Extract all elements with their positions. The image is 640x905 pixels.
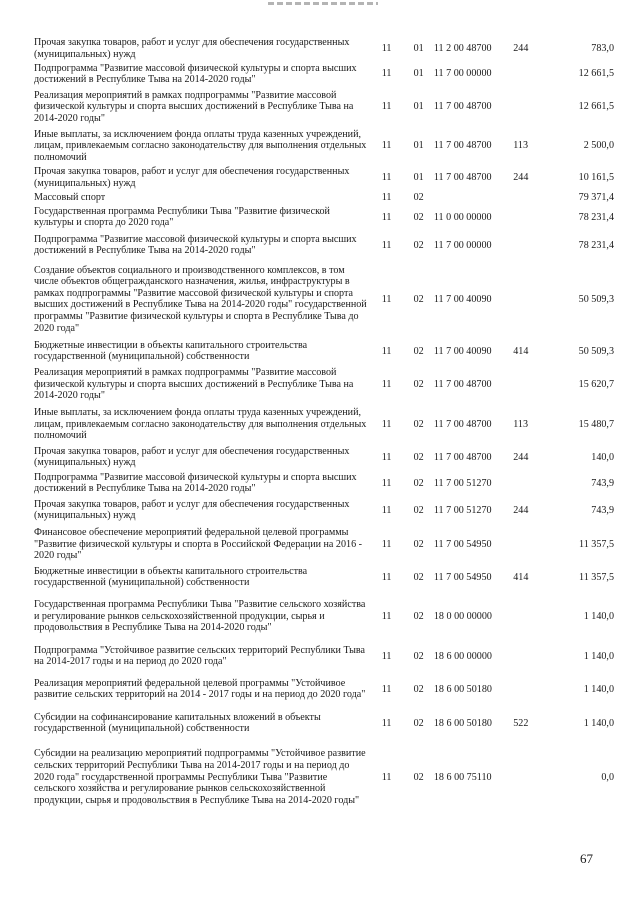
row-target-article (434, 190, 513, 204)
row-amount: 2 500,0 (583, 140, 614, 152)
row-subsection: 02 (413, 650, 424, 662)
row-target-article: 11 7 00 54950 (433, 538, 492, 550)
table-row (34, 230, 614, 260)
row-target-article: 11 7 00 00000 (433, 68, 492, 80)
row-section: 11 (381, 140, 392, 152)
row-target-article: 11 7 00 48700 (433, 140, 492, 152)
table-row (34, 496, 614, 524)
table-row (34, 36, 614, 61)
row-name: Иные выплаты, за исключением фонда оплаты труда казенных учреждений, лицам, привлекаемым согласно законодательству для выполнения отдельных полномочий (34, 406, 367, 442)
row-amount: 79 371,4 (578, 191, 614, 203)
row-section: 11 (381, 683, 392, 695)
row-amount: 1 140,0 (583, 717, 614, 729)
row-expense-type: 244 (513, 42, 529, 54)
row-expense-type (513, 230, 556, 260)
row-subsection: 02 (413, 683, 424, 695)
row-name: Субсидии на софинансирование капитальных вложений в объекты государственной (муниципальной) собственности (34, 711, 321, 735)
row-expense-type (513, 590, 556, 642)
table-row (34, 204, 614, 230)
row-expense-type (513, 642, 556, 670)
row-expense-type (513, 87, 556, 127)
row-target-article: 11 7 00 51270 (433, 477, 492, 489)
table-row (34, 670, 614, 708)
row-subsection: 02 (413, 211, 424, 223)
row-target-article: 11 7 00 48700 (433, 378, 492, 390)
row-amount: 783,0 (591, 42, 614, 54)
row-expense-type: 244 (513, 504, 529, 516)
row-target-article: 11 7 00 48700 (433, 451, 492, 463)
row-amount: 1 140,0 (583, 610, 614, 622)
row-expense-type (513, 204, 556, 230)
row-subsection: 02 (413, 239, 424, 251)
row-amount: 140,0 (591, 451, 614, 463)
row-subsection: 02 (413, 538, 424, 550)
row-section: 11 (381, 650, 392, 662)
row-expense-type: 113 (513, 418, 529, 430)
table-row (34, 165, 614, 190)
row-section: 11 (381, 571, 392, 583)
row-amount: 78 231,4 (578, 239, 614, 251)
row-subsection: 01 (413, 68, 424, 80)
row-target-article: 11 7 00 00000 (433, 239, 492, 251)
row-section: 11 (381, 717, 392, 729)
row-subsection: 01 (413, 140, 424, 152)
row-amount: 78 231,4 (578, 211, 614, 223)
row-expense-type (513, 524, 556, 564)
row-expense-type: 244 (513, 171, 529, 183)
row-subsection: 02 (413, 610, 424, 622)
budget-table-body (34, 36, 614, 816)
table-row (34, 404, 614, 444)
row-amount: 743,9 (591, 504, 614, 516)
row-amount: 50 509,3 (578, 345, 614, 357)
table-row (34, 590, 614, 642)
row-name: Подпрограмма "Развитие массовой физической культуры и спорта высших достижений в Республике Тыва на 2014-2020 годы" (34, 62, 357, 86)
row-expense-type: 244 (513, 451, 529, 463)
row-target-article: 11 7 00 54950 (433, 571, 492, 583)
table-row (34, 564, 614, 590)
table-row (34, 470, 614, 496)
row-target-article: 11 2 00 48700 (433, 42, 492, 54)
row-section: 11 (381, 610, 392, 622)
table-row (34, 260, 614, 338)
row-subsection: 02 (413, 451, 424, 463)
row-name: Прочая закупка товаров, работ и услуг для обеспечения государственных (муниципальных) нужд (34, 445, 350, 469)
table-row (34, 61, 614, 87)
row-amount: 0,0 (601, 771, 614, 783)
row-subsection: 02 (413, 191, 424, 203)
row-subsection: 02 (413, 477, 424, 489)
row-expense-type (513, 61, 556, 87)
table-row (34, 190, 614, 204)
row-name: Прочая закупка товаров, работ и услуг для обеспечения государственных (муниципальных) нужд (34, 166, 350, 189)
row-expense-type (513, 670, 556, 708)
row-name: Бюджетные инвестиции в объекты капитального строительства государственной (муниципальной) собственности (34, 339, 308, 363)
row-section: 11 (381, 171, 392, 183)
scan-header-mark (268, 2, 378, 5)
row-expense-type: 414 (513, 571, 529, 583)
row-amount: 11 357,5 (579, 571, 614, 583)
row-subsection: 02 (413, 378, 424, 390)
row-amount: 50 509,3 (578, 293, 614, 305)
row-name: Субсидии на реализацию мероприятий подпрограммы "Устойчивое развитие сельских территорий Республики Тыва на 2014-2017 годы и на период до 2020 года" государственной программы Республики Тыва "Развитие сельского хозяйства и регулирование рынков сельскохозяйственной продукции, сырья и продовольствия в Республике Тыва на 2014-2020 годы" (34, 748, 366, 806)
row-name: Финансовое обеспечение мероприятий федеральной целевой программы "Развитие физической культуры и спорта в Российской Федерации на 2016 - 2020 годы" (34, 526, 362, 562)
row-section: 11 (381, 211, 392, 223)
table-row (34, 642, 614, 670)
row-amount: 15 620,7 (578, 378, 614, 390)
row-target-article: 11 7 00 51270 (433, 504, 492, 516)
row-subsection: 02 (413, 571, 424, 583)
row-target-article: 11 7 00 48700 (433, 101, 492, 113)
row-target-article: 11 7 00 48700 (433, 418, 492, 430)
table-row (34, 364, 614, 404)
row-section: 11 (381, 101, 392, 113)
row-subsection: 01 (413, 42, 424, 54)
row-subsection: 02 (413, 293, 424, 305)
row-expense-type: 522 (513, 717, 529, 729)
row-expense-type: 113 (513, 140, 529, 152)
row-section: 11 (381, 42, 392, 54)
row-amount: 1 140,0 (583, 683, 614, 695)
row-subsection: 02 (413, 504, 424, 516)
table-row (34, 87, 614, 127)
row-amount: 12 661,5 (578, 101, 614, 113)
row-expense-type (513, 364, 556, 404)
row-amount: 15 480,7 (578, 418, 614, 430)
row-target-article: 18 6 00 50180 (433, 717, 492, 729)
row-subsection: 01 (413, 101, 424, 113)
table-row (34, 524, 614, 564)
row-section: 11 (381, 191, 392, 203)
table-row (34, 444, 614, 470)
row-subsection: 02 (413, 345, 424, 357)
row-name: Государственная программа Республики Тыва "Развитие сельского хозяйства и регулирование рынков сельскохозяйственной продукции, сырья и продовольствия в Республике Тыва на 2014-2020 годы" (34, 598, 366, 634)
row-section: 11 (381, 504, 392, 516)
row-section: 11 (381, 418, 392, 430)
row-target-article: 11 7 00 48700 (433, 171, 492, 183)
row-name: Подпрограмма "Устойчивое развитие сельских территорий Республики Тыва на 2014-2017 годы и на период до 2020 года" (34, 644, 366, 668)
row-section: 11 (381, 538, 392, 550)
row-amount: 743,9 (591, 477, 614, 489)
row-section: 11 (381, 477, 392, 489)
row-name: Массовый спорт (34, 191, 106, 203)
row-amount: 11 357,5 (579, 538, 614, 550)
table-row (34, 708, 614, 738)
row-name: Государственная программа Республики Тыва "Развитие физической культуры и спорта до 2020 года" (34, 205, 330, 229)
budget-table (34, 36, 614, 816)
row-name: Реализация мероприятий федеральной целевой программы "Устойчивое развитие сельских территорий на 2014 - 2017 годы и на период до 2020 года" (34, 677, 366, 701)
row-target-article: 18 6 00 00000 (433, 650, 492, 662)
row-amount: 1 140,0 (583, 650, 614, 662)
row-target-article: 18 6 00 50180 (433, 683, 492, 695)
row-name: Подпрограмма "Развитие массовой физической культуры и спорта высших достижений в Республике Тыва на 2014-2020 годы" (34, 233, 357, 257)
page-number: 67 (580, 851, 593, 866)
row-name: Бюджетные инвестиции в объекты капитального строительства государственной (муниципальной) собственности (34, 565, 308, 589)
row-target-article: 11 7 00 40090 (433, 345, 492, 357)
row-target-article: 18 0 00 00000 (433, 610, 492, 622)
table-row (34, 127, 614, 165)
row-amount: 10 161,5 (578, 171, 614, 183)
row-subsection: 02 (413, 717, 424, 729)
table-row (34, 738, 614, 816)
row-expense-type (513, 190, 556, 204)
row-expense-type (513, 470, 556, 496)
row-expense-type (513, 260, 556, 338)
row-name: Создание объектов социального и производственного комплексов, в том числе объектов общегражданского назначения, жилья, инфраструктуры в рамках подпрограммы "Развитие массовой физической культуры и спорта высших достижений в Республике Тыва на 2014-2020 годы" государственной программы "Развитие физической культуры и спорта в Республике Тыва до 2020 года" (34, 264, 367, 334)
row-subsection: 02 (413, 418, 424, 430)
row-subsection: 01 (413, 171, 424, 183)
row-target-article: 18 6 00 75110 (433, 771, 492, 783)
row-section: 11 (381, 293, 392, 305)
row-name: Прочая закупка товаров, работ и услуг для обеспечения государственных (муниципальных) нужд (34, 37, 350, 60)
row-section: 11 (381, 239, 392, 251)
row-name: Подпрограмма "Развитие массовой физической культуры и спорта высших достижений в Республике Тыва на 2014-2020 годы" (34, 471, 357, 495)
row-target-article: 11 0 00 00000 (433, 211, 492, 223)
row-expense-type (513, 738, 556, 816)
row-name: Иные выплаты, за исключением фонда оплаты труда казенных учреждений, лицам, привлекаемым согласно законодательству для выполнения отдельных полномочий (34, 128, 367, 163)
row-section: 11 (381, 378, 392, 390)
table-row (34, 338, 614, 364)
row-name: Реализация мероприятий в рамках подпрограммы "Развитие массовой физической культуры и спорта высших достижений в Республике Тыва на 2014-2020 годы" (34, 89, 354, 124)
row-name: Реализация мероприятий в рамках подпрограммы "Развитие массовой физической культуры и спорта высших достижений в Республике Тыва на 2014-2020 годы" (34, 366, 354, 402)
row-expense-type: 414 (513, 345, 529, 357)
row-section: 11 (381, 451, 392, 463)
row-section: 11 (381, 771, 392, 783)
row-target-article: 11 7 00 40090 (433, 293, 492, 305)
row-section: 11 (381, 68, 392, 80)
row-subsection: 02 (413, 771, 424, 783)
row-section: 11 (381, 345, 392, 357)
row-name: Прочая закупка товаров, работ и услуг для обеспечения государственных (муниципальных) нужд (34, 498, 350, 522)
row-amount: 12 661,5 (578, 68, 614, 80)
